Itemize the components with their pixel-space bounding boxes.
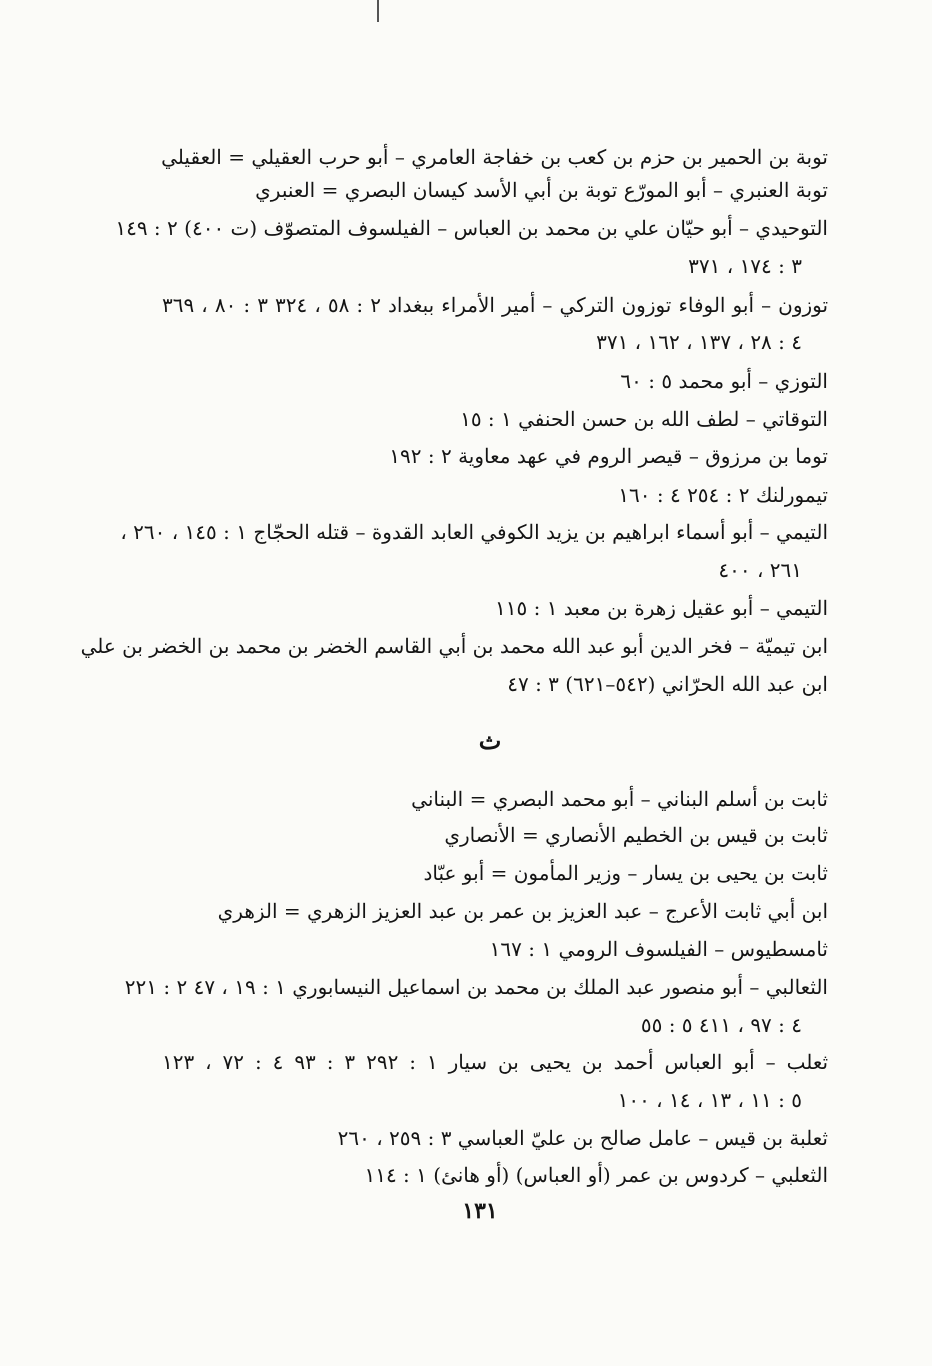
index-entry: ابن تيميّة – فخر الدين أبو عبد الله محمد بن أبي القاسم الخضر بن محمد بن الخضر بن علي — [80, 634, 828, 658]
index-entry: الثعلبي – كردوس بن عمر (أو العباس) (أو هانئ) ١ : ١١٤ — [364, 1163, 828, 1187]
index-entry: توزون – أبو الوفاء توزون التركي – أمير الأمراء ببغداد ٢ : ٥٨ ، ٣٢٤ ٣ : ٨٠ ، ٣٦٩ — [162, 293, 829, 317]
index-entry: التيمي – أبو عقيل زهرة بن معبد ١ : ١١٥ — [495, 596, 828, 620]
index-entry: التيمي – أبو أسماء ابراهيم بن يزيد الكوفي العابد القدوة – قتله الحجّاج ١ : ١٤٥ ، ٢٦٠ ، — [120, 520, 828, 544]
index-entry: ثعلب – أبو العباس أحمد بن يحيى بن سيار ١ : ٢٩٢ ٣ : ٩٣ ٤ : ٧٢ ، ١٢٣ — [162, 1050, 829, 1074]
index-entry-continuation: ٤ : ٩٧ ، ٤١١ ٥ : ٥٥ — [640, 1013, 802, 1037]
index-entry-continuation: ٣ : ١٧٤ ، ٣٧١ — [688, 254, 802, 278]
index-entry: ابن أبي ثابت الأعرج – عبد العزيز بن عمر بن عبد العزيز الزهري = الزهري — [217, 899, 828, 923]
index-entry: التوزي – أبو محمد ٥ : ٦٠ — [620, 369, 828, 393]
index-entry: ثعلبة بن قيس – عامل صالح بن عليّ العباسي ٣ : ٢٥٩ ، ٢٦٠ — [337, 1126, 828, 1150]
index-entry-continuation: ٥ : ١١ ، ١٣ ، ١٤ ، ١٠٠ — [617, 1088, 802, 1112]
page-edge-mark — [377, 0, 379, 22]
index-entry: ثابت بن يحيى بن يسار – وزير المأمون = أبو عبّاد — [423, 861, 828, 885]
index-entry: ثابت بن قيس بن الخطيم الأنصاري = الأنصاري — [444, 823, 828, 847]
index-entry: ثابت بن أسلم البناني – أبو محمد البصري = البناني — [411, 787, 828, 811]
index-entry: توما بن مرزوق – قيصر الروم في عهد معاوية ٢ : ١٩٢ — [389, 444, 828, 468]
index-entry: توبة بن الحمير بن حزم بن كعب بن خفاجة العامري – أبو حرب العقيلي = العقيلي — [161, 145, 828, 169]
index-entry-continuation: ٤ : ٢٨ ، ١٣٧ ، ١٦٢ ، ٣٧١ — [596, 330, 802, 354]
page-number: ١٣١ — [462, 1198, 498, 1224]
section-heading-letter: ث — [478, 726, 502, 755]
index-entry: التوقاتي – لطف الله بن حسن الحنفي ١ : ١٥ — [460, 407, 828, 431]
index-entry: الثعالبي – أبو منصور عبد الملك بن محمد بن اسماعيل النيسابوري ١ : ١٩ ، ٤٧ ٢ : ٢٢١ — [124, 975, 828, 999]
index-entry: ثامسطيوس – الفيلسوف الرومي ١ : ١٦٧ — [489, 937, 828, 961]
index-entry: ابن عبد الله الحرّاني (٥٤٢–٦٢١) ٣ : ٤٧ — [507, 672, 828, 696]
index-entry-continuation: ٢٦١ ، ٤٠٠ — [718, 558, 802, 582]
index-entry: تيمورلنك ٢ : ٢٥٤ ٤ : ١٦٠ — [618, 483, 828, 507]
index-entry: التوحيدي – أبو حيّان علي بن محمد بن العباس – الفيلسوف المتصوّف (ت ٤٠٠) ٢ : ١٤٩ — [115, 216, 828, 240]
index-entry: توبة العنبري – أبو المورّع توبة بن أبي الأسد كيسان البصري = العنبري — [255, 178, 828, 202]
